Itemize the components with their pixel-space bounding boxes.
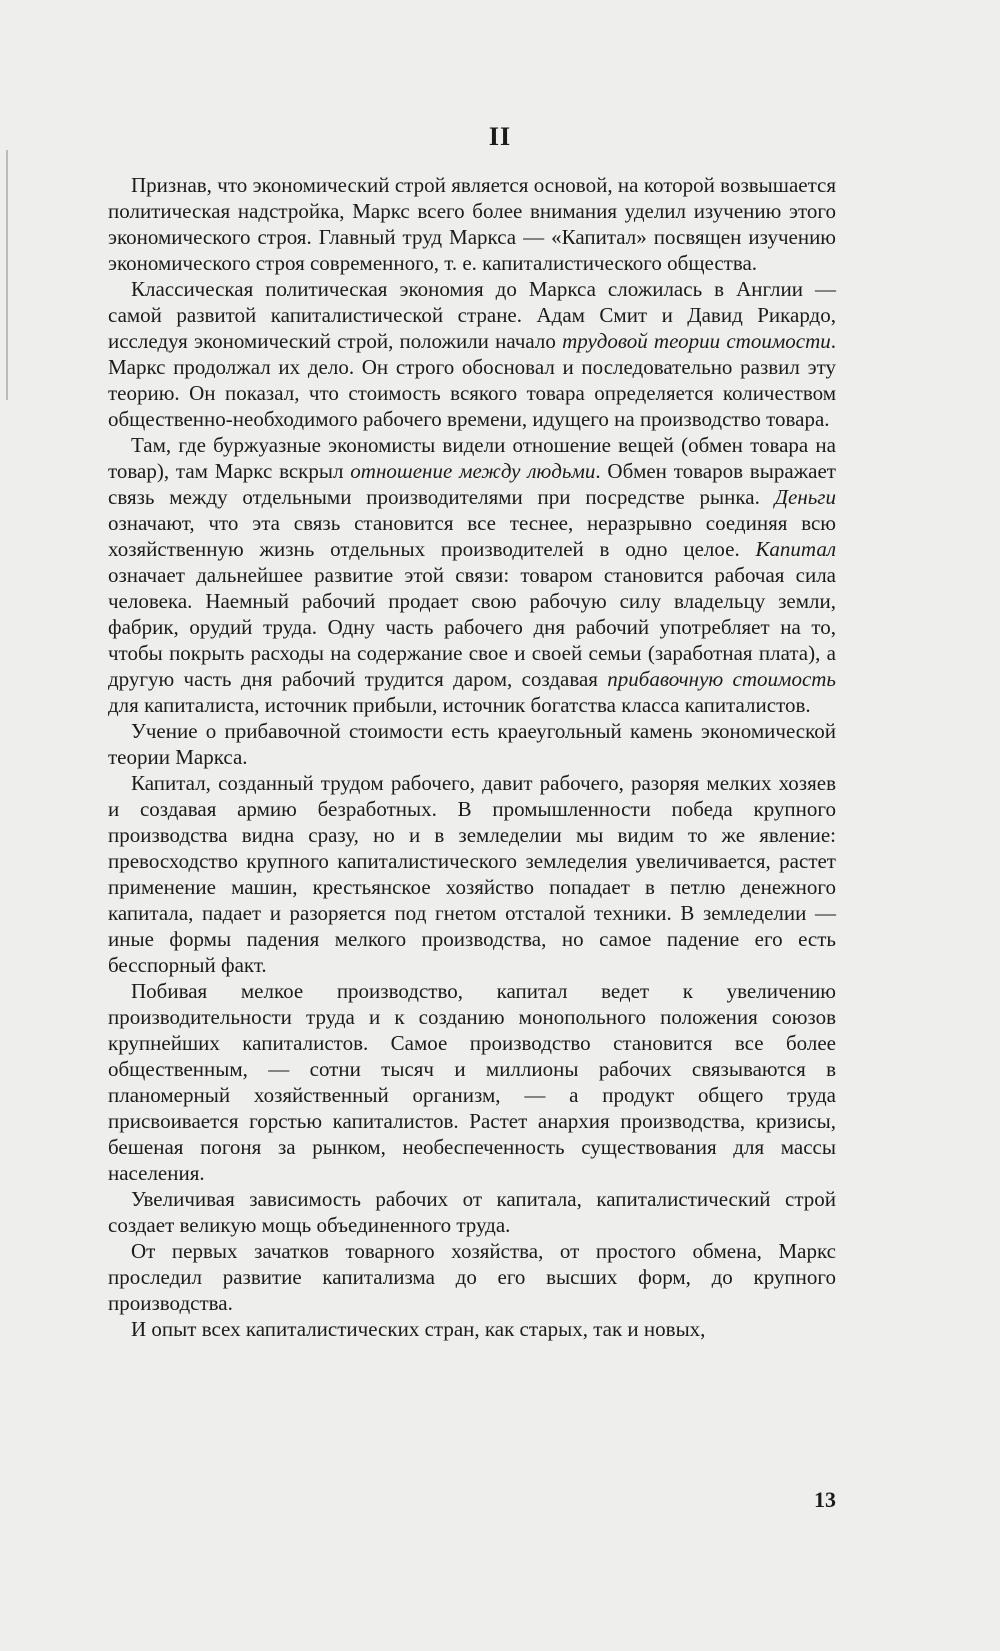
text-segment: Капитал, созданный трудом рабочего, давит рабочего, разоряя мелких хозяев и создавая армию безработных. В промышленности победа крупного производства видна сразу, но и в земледелии мы видим то же явление: превосходство крупного капиталистического земледелия увеличивается, растет применение машин, крестьянское хозяйство попадает в петлю денежного капитала, падает и разоряется под гнетом отсталой техники. В земледелии — иные формы падения мелкого производства, но самое падение его есть бесспорный факт. [108,771,836,977]
text-segment: От первых зачатков товарного хозяйства, от простого обмена, Маркс проследил развитие капитализма до его высших форм, до крупного производства. [108,1239,836,1315]
text-segment: Признав, что экономический строй является основой, на которой возвышается политическая надстройка, Маркс всего более внимания уделил изучению этого экономического строя. Главный труд Маркса — «Капитал» посвящен изучению экономического строя современного, т. е. капиталистического общества. [108,173,836,275]
text-segment: Классическая политическая экономия до Маркса сложилась в Англии — самой развитой капиталистической стране. Адам Смит и Давид Рикардо, исследуя экономический строй, положили начало [108,277,836,353]
paragraph [108,718,836,770]
paragraph [108,172,836,276]
text-segment: Учение о прибавочной стоимости есть краеугольный камень экономической теории Маркса. [108,719,836,769]
page-number: 13 [814,1487,836,1512]
body-text [108,172,836,1342]
paragraph [108,1186,836,1238]
text-segment: И опыт всех капиталистических стран, как старых, так и новых, [131,1317,706,1341]
text-segment: . Маркс продолжал их дело. Он строго обосновал и последовательно развил эту теорию. Он показал, что стоимость всякого товара определяется количеством общественно-необходимого рабочего времени, идущего на производство товара. [108,329,836,431]
italic-term: трудовой теории стоимости [562,329,831,353]
paragraph [108,276,836,432]
paragraph [108,1238,836,1316]
italic-term: Капитал [755,537,836,561]
italic-term: Деньги [774,485,836,509]
page-edge-mark [6,150,8,400]
italic-term: прибавочную стоимость [607,667,836,691]
text-segment: означают, что эта связь становится все теснее, неразрывно соединяя всю хозяйственную жизнь отдельных производителей в одно целое. [108,511,836,561]
paragraph [108,770,836,978]
text-segment: Побивая мелкое производство, капитал ведет к увеличению производительности труда и к созданию монопольного положения союзов крупнейших капиталистов. Самое производство становится все более общественным, — сотни тысяч и миллионы рабочих связываются в планомерный хозяйственный организм, — а продукт общего труда присвоивается горстью капиталистов. Растет анархия производства, кризисы, бешеная погоня за рынком, необеспеченность существования для массы населения. [108,979,836,1185]
text-segment: . Обмен товаров выражает связь между отдельными производителями при посредстве рынка. [108,459,836,509]
section-number: II [488,122,512,151]
text-segment: Увеличивая зависимость рабочих от капитала, капиталистический строй создает великую мощь объединенного труда. [108,1187,836,1237]
text-segment: Там, где буржуазные экономисты видели отношение вещей (обмен товара на товар), там Маркс вскрыл [108,433,836,483]
text-segment: означает дальнейшее развитие этой связи: товаром становится рабочая сила человека. Наемный рабочий продает свою рабочую силу владельцу земли, фабрик, орудий труда. Одну часть рабочего дня рабочий употребляет на то, чтобы покрыть расходы на содержание свое и своей семьи (заработная плата), а другую часть дня рабочий трудится даром, создавая [108,563,836,691]
text-segment: для капиталиста, источник прибыли, источник богатства класса капиталистов. [108,693,811,717]
italic-term: отношение между людьми [350,459,596,483]
paragraph [108,978,836,1186]
paragraph [108,1316,836,1342]
paragraph [108,432,836,718]
